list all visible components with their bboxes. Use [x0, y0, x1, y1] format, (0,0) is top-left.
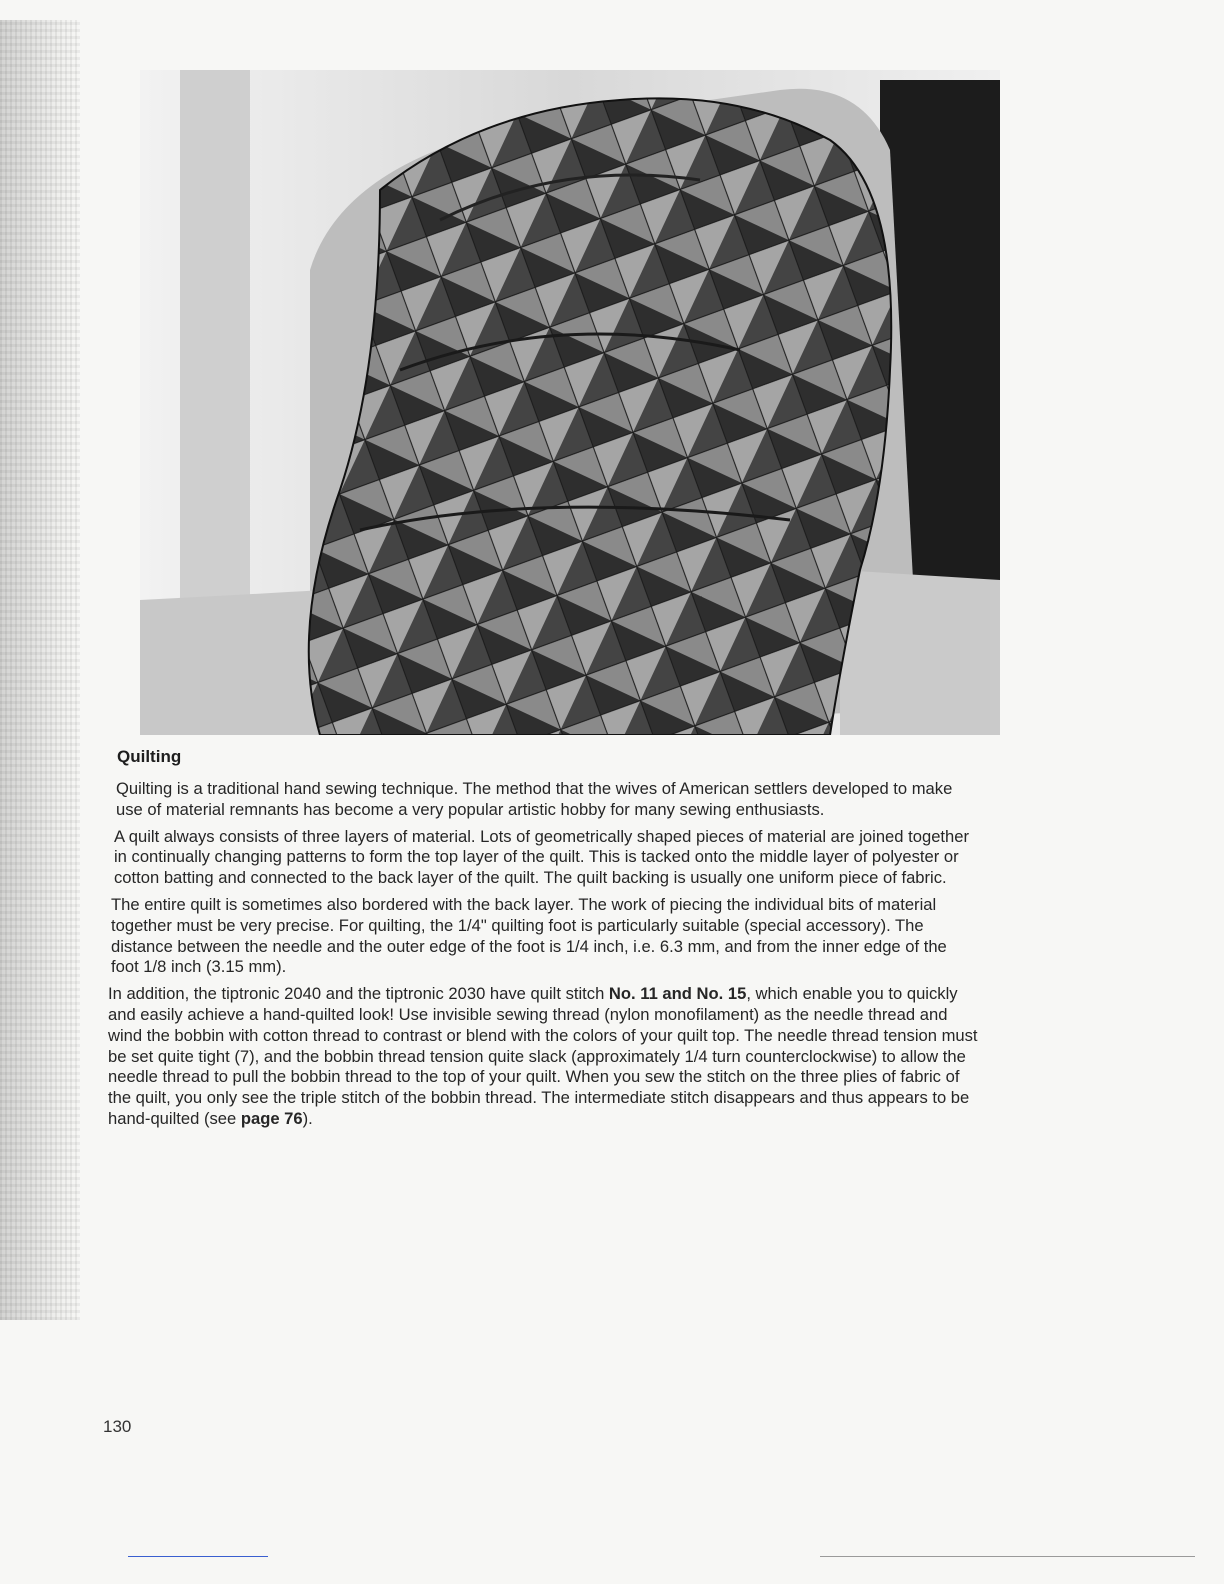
- text-segment: Quilting is a traditional hand sewing technique. The method that the wives of American settlers developed to make use of material remnants has become a very popular artistic hobby for many sewing enthusiasts.: [116, 779, 953, 819]
- bold-reference: No. 11 and No. 15: [608, 984, 747, 1004]
- quilt-photo: [140, 70, 1000, 735]
- page-number: 130: [103, 1417, 132, 1436]
- bold-reference: page 76: [240, 1108, 303, 1128]
- text-segment: The entire quilt is sometimes also bordered with the back layer. The work of piecing the individual bits of material together must be very precise. For quilting, the 1/4" quilting foot is particularly suitable (special accessory). The distance between the needle and the outer edge of the foot is 1/4 inch, i.e. 6.3 mm, and from the inner edge of the foot 1/8 inch (3.15 mm).: [111, 894, 947, 977]
- text-segment: In addition, the tiptronic 2040 and the tiptronic 2030 have quilt stitch: [108, 984, 609, 1004]
- text-segment: , which enable you to quickly and easily achieve a hand-quilted look! Use invisible sewing thread (nylon monofilament) as the needle thread and wind the bobbin with cotton thread to contrast or blend with the colors of your quilt top. The needle thread tension must be set quite tight (7), and the bobbin thread tension quite slack (approximately 1/4 turn counterclockwise) to allow the needle thread to pull the bobbin thread to the top of your quilt. When you sew the stitch on the three plies of fabric of the quilt, you only see the triple stitch of the bobbin thread. The intermediate stitch disappears and thus appears to be hand-quilted (see: [108, 984, 978, 1128]
- scan-artifact-line-left: [128, 1556, 268, 1557]
- section-heading: Quilting: [117, 747, 182, 766]
- text-segment: A quilt always consists of three layers of material. Lots of geometrically shaped pieces of material are joined together in continually changing patterns to form the top layer of the quilt. This is tacked onto the middle layer of polyester or cotton batting and connected to the back layer of the quilt. The quilt backing is usually one uniform piece of fabric.: [114, 826, 970, 888]
- body-text: [108, 779, 978, 1136]
- scan-artifact-line-right: [820, 1556, 1195, 1557]
- paragraph-3: [111, 895, 978, 978]
- scan-shadow-edge: [0, 20, 80, 1320]
- paragraph-1: [116, 779, 978, 821]
- paragraph-2: [114, 827, 978, 889]
- paragraph-4: [108, 984, 978, 1130]
- quilt-photo-illustration: [140, 70, 1000, 735]
- text-segment: ).: [302, 1108, 313, 1128]
